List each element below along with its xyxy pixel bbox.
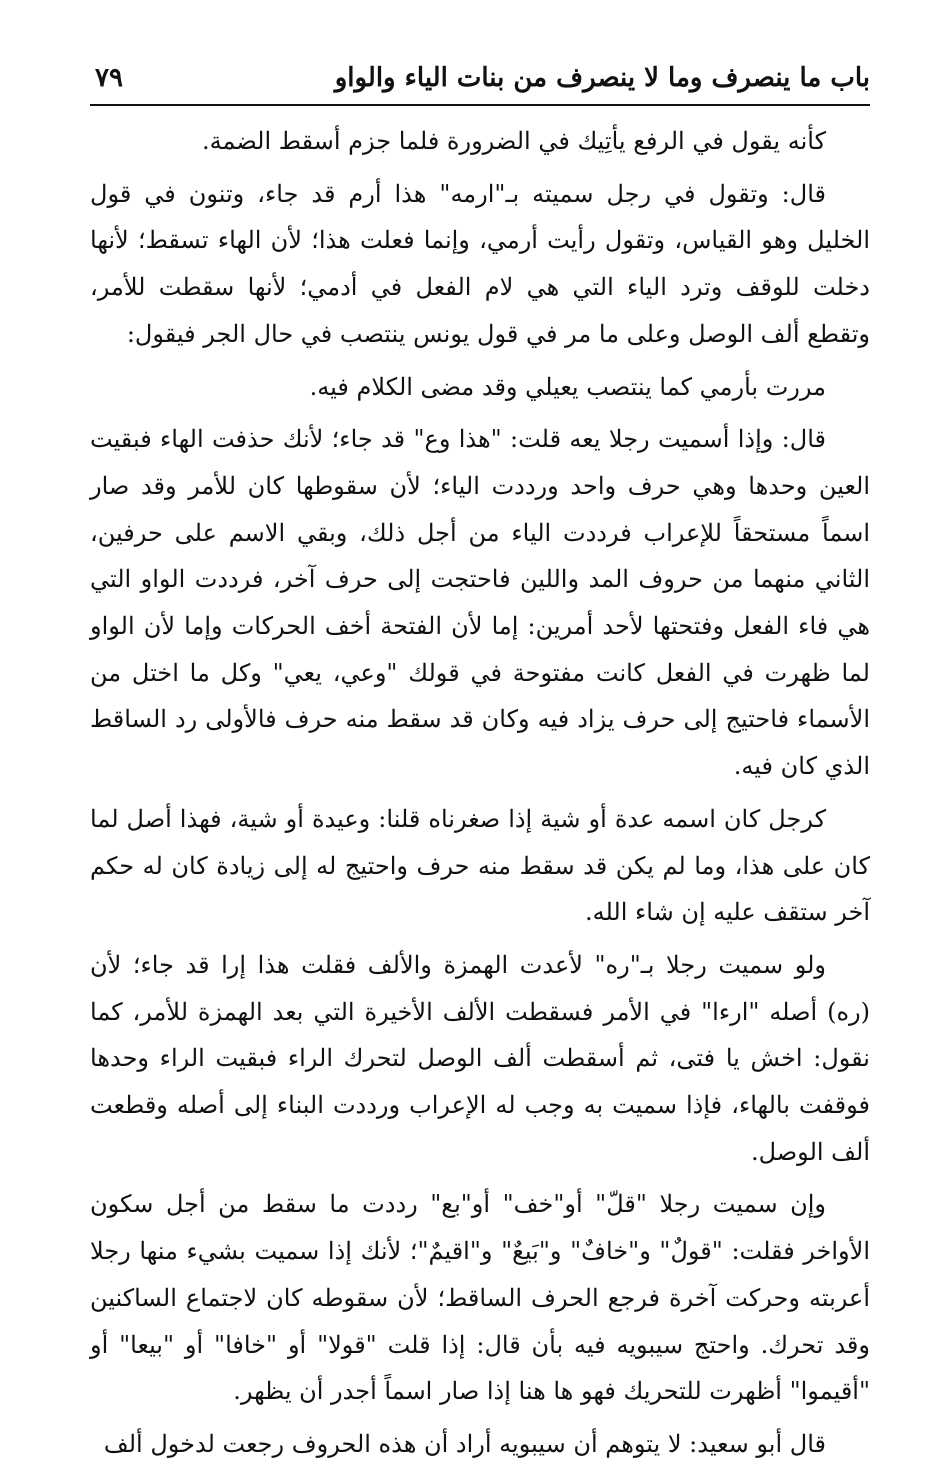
body-text	[90, 118, 870, 1474]
paragraph: قال: وإذا أسميت رجلا يعه قلت: "هذا وع" قد جاء؛ لأنك حذفت الهاء فبقيت العين وحدها وهي حرف واحد ورددت الياء؛ لأن سقوطها كان للأمر وقد صار اسماً مستحقاً للإعراب فرددت الياء من أجل ذلك، وبقي الاسم على حرفين، الثاني منهما من حروف المد واللين فاحتجت إلى حرف آخر، فرددت الواو التي هي فاء الفعل وفتحتها لأحد أمرين: إما لأن الفتحة أخف الحركات وإما لأن الواو لما ظهرت في الفعل كانت مفتوحة في قولك "وعي، يعي" وكل ما اختل من الأسماء فاحتيج إلى حرف يزاد فيه وكان قد سقط منه حرف فالأولى رد الساقط الذي كان فيه.	[90, 425, 870, 781]
paragraph: قال: وتقول في رجل سميته بـ"ارمه" هذا أرم قد جاء، وتنون في قول الخليل وهو القياس، وتقول رأيت أرمي، وإنما فعلت هذا؛ لأن الهاء تسقط؛ لأنها دخلت للوقف وترد الياء التي هي لام الفعل في أدمي؛ لأنها سقطت للأمر، وتقطع ألف الوصل وعلى ما مر في قول يونس ينتصب في حال الجر فيقول:	[90, 179, 870, 348]
paragraph: كأنه يقول في الرفع يأتِيك في الضرورة فلما جزم أسقط الضمة.	[202, 127, 826, 155]
page-header	[95, 58, 870, 98]
running-title: باب ما ينصرف وما لا ينصرف من بنات الياء والواو	[334, 63, 870, 93]
paragraph: مررت بأرمي كما ينتصب يعيلي وقد مضى الكلام فيه.	[309, 372, 826, 401]
paragraph: قال أبو سعيد: لا يتوهم أن سيبويه أراد أن هذه الحروف رجعت لدخول ألف	[103, 1429, 826, 1458]
paragraph: ولو سميت رجلا بـ"ره" لأعدت الهمزة والألف فقلت هذا إرا قد جاء؛ لأن (ره) أصله "ارءا" في الأمر فسقطت الألف الأخيرة التي بعد الهمزة للأمر، كما نقول: اخش يا فتى، ثم أسقطت ألف الوصل لتحرك الراء فبقيت الراء وحدها فوقفت بالهاء، فإذا سميت به وجب له الإعراب ورددت البناء إلى أصله وقطعت ألف الوصل.	[90, 950, 870, 1166]
header-rule	[90, 104, 870, 106]
paragraph: كرجل كان اسمه عدة أو شية إذا صغرناه قلنا: وعيدة أو شية، فهذا أصل لما كان على هذا، وما لم يكن قد سقط منه حرف واحتيج له إلى زيادة كان له حكم آخر ستقف عليه إن شاء الله.	[90, 804, 870, 927]
page-number: ٧٩	[95, 63, 123, 93]
paragraph: وإن سميت رجلا "قلّ" أو"خف" أو"بع" رددت ما سقط من أجل سكون الأواخر فقلت: "قولٌ" و"خافٌ" و"بَيعٌ" و"اقيمٌ"؛ لأنك إذا سميت بشيء منها رجلا أعربته وحركت آخرة فرجع الحرف الساقط؛ لأن سقوطه كان لاجتماع الساكنين وقد تحرك. واحتج سيبويه فيه بأن قال: إذا قلت "قولا" أو "خافا" أو "بيعا" أو "أقيموا" أظهرت للتحريك فهو ها هنا إذا صار اسماً أجدر أن يظهر.	[90, 1190, 870, 1406]
